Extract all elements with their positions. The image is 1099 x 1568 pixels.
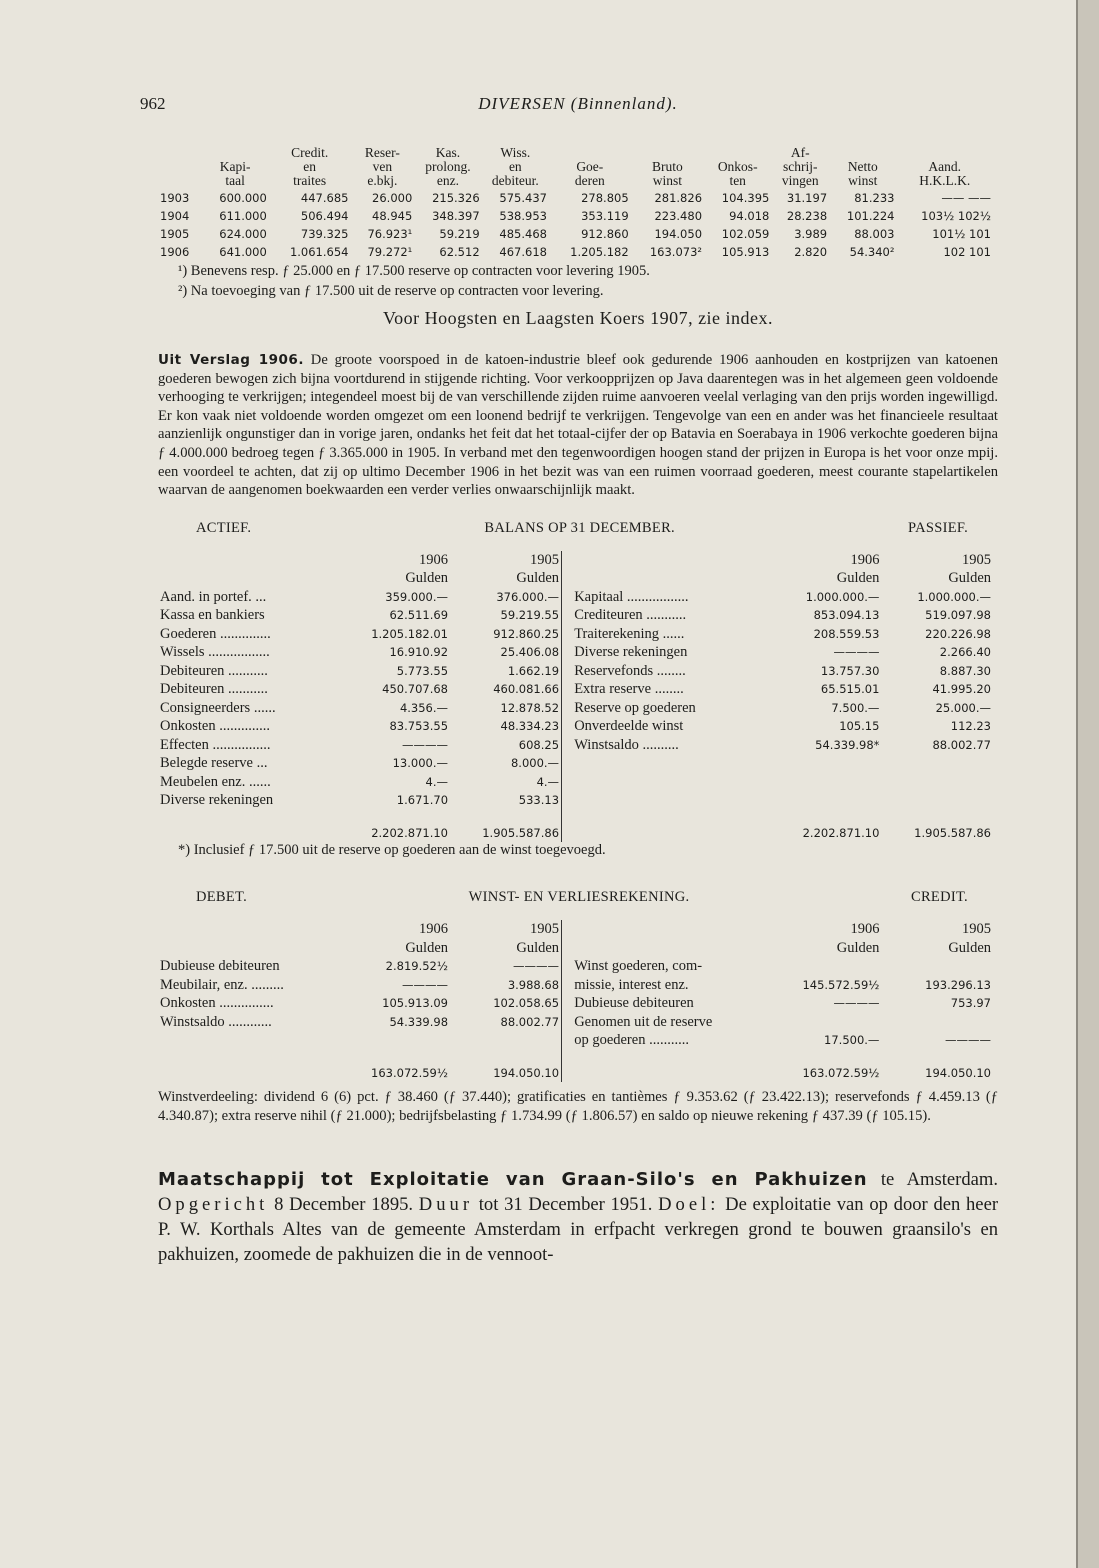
- balans-actief-value: 62.511.69: [389, 608, 449, 623]
- balans-passief-value: 519.097.98: [925, 608, 991, 623]
- stats-header-cell: Credit. en traites: [291, 145, 329, 188]
- balans-total: 2.202.871.10: [371, 825, 449, 840]
- winst-debet-value: 54.339.98: [389, 1014, 449, 1029]
- balans-year-b-right: 1905: [962, 551, 991, 568]
- balans-row: [158, 643, 993, 662]
- winst-center-title: WINST- EN VERLIESREKENING.: [468, 889, 690, 906]
- stats-value-cell: 88.003: [854, 227, 895, 241]
- stats-value-cell: 2.820: [794, 245, 828, 259]
- winst-credit-value: [881, 1013, 993, 1032]
- balans-passief-value: 208.559.53: [813, 626, 880, 641]
- empty-cell: [780, 791, 881, 810]
- stats-year-cell: 1906: [160, 245, 190, 259]
- balans-body: [158, 588, 993, 810]
- balans-total: 1.905.587.86: [482, 825, 560, 840]
- balans-unit-a: Gulden: [405, 570, 449, 587]
- column-divider: [562, 680, 573, 699]
- stats-header-cell: Onkos- ten: [717, 159, 758, 188]
- page-header: [140, 94, 998, 118]
- stats-header-cell: Af- schrij- vingen: [781, 145, 819, 188]
- winst-unit-a-right: Gulden: [836, 939, 880, 956]
- balans-actief-label: Diverse rekeningen: [160, 792, 274, 809]
- winst-debet-value: 102.058.65: [493, 996, 560, 1011]
- balans-actief-value: 8.000.—: [510, 756, 560, 771]
- column-divider: [562, 994, 573, 1013]
- stats-header-cell: Reser- ven e.bkj.: [364, 145, 400, 188]
- winst-credit-value: [881, 957, 993, 976]
- winst-debet-label: [158, 1031, 349, 1050]
- balans-actief-value: 4.—: [536, 774, 560, 789]
- stats-value-cell: 163.073²: [649, 245, 703, 259]
- winst-body: [158, 957, 993, 1050]
- balans-actief-value: 25.406.08: [500, 645, 560, 660]
- stats-value-cell: 28.238: [786, 209, 828, 223]
- winst-row: [158, 976, 993, 995]
- stats-row: [158, 224, 993, 242]
- winst-credit-value: [780, 1013, 881, 1032]
- balans-passief-value: 220.226.98: [925, 626, 991, 641]
- opgericht-label: Opgericht: [158, 1194, 269, 1216]
- stats-value-cell: 739.325: [300, 227, 349, 241]
- column-divider: [562, 791, 573, 810]
- balans-actief-value: 4.—: [425, 774, 449, 789]
- winst-debet-label: Winstsaldo ............: [160, 1013, 272, 1030]
- balans-passief-value: 25.000.—: [935, 700, 991, 715]
- winst-unit-row: [158, 939, 993, 958]
- balans-passief-value: ————: [833, 645, 880, 660]
- winst-total: 194.050.10: [493, 1065, 560, 1080]
- stats-row: [158, 206, 993, 224]
- balans-actief-label: Consigneerders ......: [160, 699, 276, 716]
- balans-actief-label: Goederen ..............: [160, 625, 271, 642]
- balans-passief-label: Extra reserve ........: [574, 681, 684, 698]
- winst-row: [158, 1013, 993, 1032]
- winst-debet-value: [450, 1031, 562, 1050]
- winst-total: 194.050.10: [925, 1065, 991, 1080]
- balans-row: [158, 680, 993, 699]
- winst-total: 163.072.59½: [371, 1065, 449, 1080]
- stats-value-cell: 102.059: [721, 227, 770, 241]
- balans-actief-value: 13.000.—: [392, 756, 449, 771]
- column-divider: [562, 717, 573, 736]
- balans-unit-row: [158, 569, 993, 588]
- balans-unit-b-right: Gulden: [948, 570, 991, 587]
- stats-table: [158, 146, 993, 260]
- column-divider: [562, 699, 573, 718]
- winst-unit-a: Gulden: [405, 939, 449, 956]
- balans-passief-value: 2.266.40: [939, 645, 991, 660]
- balans-passief-label: Kapitaal .................: [574, 588, 689, 605]
- empty-cell: [780, 754, 881, 773]
- stats-value-cell: 447.685: [300, 191, 349, 205]
- winst-credit-label: Dubieuse debiteuren: [574, 995, 694, 1012]
- stats-value-cell: 912.860: [581, 227, 629, 241]
- balans-row: [158, 699, 993, 718]
- balans-note: *) Inclusief ƒ 17.500 uit de reserve op goederen aan de winst toegevoegd.: [178, 842, 606, 859]
- stats-value-cell: 624.000: [219, 227, 267, 241]
- balans-actief-label: Wissels .................: [160, 644, 270, 661]
- stats-value-cell: 31.197: [786, 191, 828, 205]
- winst-heading: [158, 889, 998, 906]
- winst-credit-value: 17.500.—: [824, 1033, 880, 1048]
- doel-label: Doel:: [658, 1194, 720, 1216]
- balans-row: [158, 736, 993, 755]
- stats-value-cell: 278.805: [581, 191, 629, 205]
- balans-total: 2.202.871.10: [802, 825, 880, 840]
- balans-right-title: PASSIEF.: [908, 519, 968, 536]
- empty-cell: [572, 773, 780, 792]
- stats-value-cell: 94.018: [729, 209, 770, 223]
- stats-value-cell: 3.989: [794, 227, 828, 241]
- balans-actief-value: 48.334.23: [500, 719, 560, 734]
- balans-actief-value: 16.910.92: [389, 645, 449, 660]
- balans-actief-value: 4.356.—: [399, 700, 449, 715]
- balans-heading: [158, 520, 998, 537]
- balans-actief-value: 5.773.55: [396, 663, 449, 678]
- page-binding-edge: [1076, 0, 1099, 1568]
- winst-right-title: CREDIT.: [910, 889, 968, 906]
- stats-value-cell: 79.272¹: [367, 245, 413, 259]
- opgericht-date: 8 December 1895.: [274, 1194, 414, 1216]
- stats-value-cell: 102 101: [943, 245, 991, 259]
- balans-actief-label: Kassa en bankiers: [160, 607, 265, 624]
- empty-cell: [881, 791, 993, 810]
- winst-total: 163.072.59½: [802, 1065, 880, 1080]
- stats-value-cell: 194.050: [654, 227, 703, 241]
- balans-actief-value: 450.707.68: [382, 682, 449, 697]
- winst-debet-value: 88.002.77: [500, 1014, 560, 1029]
- balans-passief-value: 88.002.77: [932, 737, 991, 752]
- column-divider: [562, 1013, 573, 1032]
- balans-row: [158, 717, 993, 736]
- balans-totals-row: [158, 810, 993, 843]
- stats-value-cell: 1.061.654: [289, 245, 349, 259]
- winst-year-b: 1905: [530, 921, 560, 938]
- stats-year-cell: 1903: [160, 191, 190, 205]
- running-title: DIVERSEN (Binnenland).: [478, 94, 678, 113]
- winst-row: [158, 994, 993, 1013]
- balans-actief-label: Debiteuren ...........: [160, 662, 268, 679]
- stats-value-cell: 575.437: [499, 191, 547, 205]
- column-divider: [562, 736, 573, 755]
- stats-header-cell: Kapi- taal: [219, 159, 251, 188]
- winst-table: [158, 920, 993, 1082]
- column-divider: [562, 643, 573, 662]
- balans-row: [158, 625, 993, 644]
- maatschappij-loc: te Amsterdam.: [880, 1169, 998, 1191]
- koers-note: Voor Hoogsten en Laagsten Koers 1907, zie index.: [382, 308, 774, 328]
- doel-text: De exploitatie van op door den heer P. W. Korthals Altes van de gemeente Amsterdam in erfpacht verkregen grond te bouwen graansilo's en pakhuizen, zoomede de pakhuizen die in de vennoot-: [158, 1194, 999, 1266]
- balans-passief-value: 112.23: [950, 719, 991, 734]
- footnote-2: ²) Na toevoeging van ƒ 17.500 uit de reserve op contracten voor levering.: [178, 283, 604, 299]
- balans-passief-value: 105.15: [839, 719, 880, 734]
- footnote-1: ¹) Benevens resp. ƒ 25.000 en ƒ 17.500 reserve op contracten voor levering 1905.: [178, 263, 650, 279]
- stats-value-cell: 59.219: [439, 227, 480, 241]
- stats-value-cell: 215.326: [432, 191, 480, 205]
- winst-credit-value: ————: [833, 996, 880, 1011]
- stats-value-cell: 81.233: [854, 191, 895, 205]
- balans-row: [158, 754, 993, 773]
- stats-value-cell: 485.468: [499, 227, 547, 241]
- stats-header-cell: Wiss. en debiteur.: [491, 145, 539, 188]
- balans-passief-value: 41.995.20: [932, 682, 991, 697]
- balans-actief-label: Onkosten ..............: [160, 718, 270, 735]
- empty-cell: [572, 791, 780, 810]
- empty-cell: [780, 773, 881, 792]
- balans-actief-value: ————: [402, 737, 449, 752]
- balans-year-a: 1906: [419, 551, 449, 568]
- winst-credit-value: ————: [945, 1033, 991, 1048]
- stats-value-cell: 54.340²: [849, 245, 895, 259]
- stats-value-cell: 101.224: [846, 209, 895, 223]
- empty-cell: [881, 754, 993, 773]
- balans-passief-value: 1.000.000.—: [917, 589, 991, 604]
- winst-row: [158, 957, 993, 976]
- balans-passief-label: Reserve op goederen: [574, 699, 696, 716]
- balans-passief-label: Traiterekening ......: [574, 625, 685, 642]
- stats-header-cell: Kas. prolong. enz.: [425, 145, 471, 188]
- stats-value-cell: 26.000: [372, 191, 413, 205]
- column-divider: [562, 625, 573, 644]
- balans-actief-value: 376.000.—: [496, 589, 560, 604]
- verslag-lead: Uit Verslag 1906.: [158, 352, 304, 368]
- balans-left-title: ACTIEF.: [196, 519, 252, 536]
- winst-year-row: [158, 920, 993, 939]
- balans-table: [158, 551, 993, 843]
- stats-value-cell: 48.945: [372, 209, 413, 223]
- balans-passief-value: 7.500.—: [831, 700, 880, 715]
- maatschappij-name: Maatschappij tot Exploitatie van Graan-Silo's en Pakhuizen: [158, 1169, 868, 1191]
- winst-credit-label: missie, interest enz.: [574, 976, 689, 993]
- winst-credit-value: 193.296.13: [925, 977, 991, 992]
- stats-value-cell: 76.923¹: [367, 227, 413, 241]
- stats-value-cell: 348.397: [432, 209, 480, 223]
- balans-passief-label: Onverdeelde winst: [574, 718, 684, 735]
- stats-value-cell: 611.000: [219, 209, 267, 223]
- stats-header-cell: Netto winst: [847, 159, 878, 188]
- balans-actief-value: 59.219.55: [500, 608, 560, 623]
- stats-header-cell: Aand. H.K.L.K.: [919, 159, 971, 188]
- empty-cell: [881, 773, 993, 792]
- balans-actief-label: Aand. in portef. ...: [160, 588, 267, 605]
- winst-unit-b: Gulden: [516, 939, 560, 956]
- balans-passief-value: 853.094.13: [813, 608, 880, 623]
- balans-row: [158, 662, 993, 681]
- column-divider: [562, 976, 573, 995]
- winst-unit-b-right: Gulden: [948, 939, 991, 956]
- stats-header-cell: Goe- deren: [574, 159, 605, 188]
- balans-row: [158, 606, 993, 625]
- winst-debet-label: Onkosten ...............: [160, 995, 274, 1012]
- winst-totals-row: [158, 1050, 993, 1083]
- balans-passief-value: 8.887.30: [939, 663, 991, 678]
- balans-total: 1.905.587.86: [914, 825, 991, 840]
- winst-debet-label: Dubieuse debiteuren: [160, 958, 280, 975]
- balans-actief-value: 359.000.—: [385, 589, 449, 604]
- stats-value-cell: 101½ 101: [932, 227, 991, 241]
- balans-center-title: BALANS OP 31 DECEMBER.: [484, 519, 675, 536]
- balans-passief-label: Crediteuren ...........: [574, 607, 687, 624]
- balans-actief-label: Debiteuren ...........: [160, 681, 268, 698]
- winst-debet-value: 3.988.68: [507, 977, 560, 992]
- winst-debet-value: ————: [402, 977, 449, 992]
- winst-credit-label: Winst goederen, com-: [574, 958, 703, 975]
- balans-row: [158, 791, 993, 810]
- stats-row: [158, 242, 993, 260]
- balans-actief-value: 608.25: [518, 737, 560, 752]
- winst-credit-value: [780, 957, 881, 976]
- maatschappij-paragraph: [158, 1167, 998, 1267]
- balans-actief-label: Belegde reserve ...: [160, 755, 268, 772]
- balans-actief-value: 533.13: [518, 793, 560, 808]
- stats-value-cell: 62.512: [439, 245, 480, 259]
- stats-value-cell: 467.618: [499, 245, 547, 259]
- winst-debet-value: [349, 1031, 450, 1050]
- winst-debet-value: 2.819.52½: [385, 959, 449, 974]
- stats-value-cell: 1.205.182: [570, 245, 629, 259]
- winst-credit-value: 753.97: [950, 996, 991, 1011]
- balans-year-a-right: 1906: [850, 551, 880, 568]
- column-divider: [562, 588, 573, 607]
- balans-passief-value: 65.515.01: [820, 682, 880, 697]
- winst-debet-label: Meubilair, enz. .........: [160, 976, 284, 993]
- winst-credit-label: Genomen uit de reserve: [574, 1013, 713, 1030]
- stats-body: [158, 188, 993, 260]
- balans-actief-value: 1.671.70: [396, 793, 449, 808]
- balans-passief-label: Diverse rekeningen: [574, 644, 688, 661]
- duur-label: Duur: [418, 1194, 474, 1216]
- stats-year-cell: 1904: [160, 209, 190, 223]
- balans-year-row: [158, 551, 993, 570]
- winst-year-a: 1906: [419, 921, 449, 938]
- balans-actief-label: Effecten ................: [160, 736, 271, 753]
- balans-actief-value: 460.081.66: [493, 682, 560, 697]
- balans-unit-b: Gulden: [516, 570, 560, 587]
- stats-header-row: [158, 146, 993, 188]
- stats-value-cell: 223.480: [654, 209, 703, 223]
- balans-actief-value: 12.878.52: [500, 700, 560, 715]
- stats-row: [158, 188, 993, 206]
- winst-year-a-right: 1906: [850, 921, 880, 938]
- balans-passief-value: 54.339.98*: [815, 737, 880, 752]
- stats-header-cell: Bruto winst: [651, 159, 683, 188]
- balans-passief-label: Reservefonds ........: [574, 662, 686, 679]
- empty-cell: [572, 754, 780, 773]
- stats-value-cell: 641.000: [219, 245, 267, 259]
- stats-value-cell: 353.119: [581, 209, 629, 223]
- winst-debet-value: ————: [513, 959, 560, 974]
- stats-value-cell: 506.494: [300, 209, 349, 223]
- column-divider: [562, 606, 573, 625]
- balans-unit-a-right: Gulden: [836, 570, 880, 587]
- stats-value-cell: 105.913: [721, 245, 770, 259]
- winst-credit-label: op goederen ...........: [574, 1032, 689, 1049]
- page-content: [140, 94, 999, 1286]
- verslag-paragraph: [158, 351, 998, 500]
- duur-text: tot 31 December 1951.: [478, 1194, 653, 1216]
- stats-header-cell: [158, 146, 201, 188]
- verslag-text: De groote voorspoed in de katoen-industrie bleef ook gedurende 1906 aanhouden en kostprijzen van katoenen goederen bewogen zich bijna voortdurend in stijgende richting. Voor verkoopprijzen op Java daarentegen was in het algemeen geen voldoende verhooging te verkrijgen; integendeel moest bij de van verschillende zijden ruime aanvoeren veelal verlaging van den prijs worden ingewilligd. Er kon vaak niet voldoende worden omgezet om een loonend bedrijf te verkrijgen. Tengevolge van een en ander was het financieele resultaat aanzienlijk ongunstiger dan in vorige jaren, ondanks het feit dat het totaal-cijfer der op Batavia en Soerabaya in 1906 verkochte goederen bijna ƒ 4.000.000 bedroeg tegen ƒ 3.365.000 in 1905. In verband met den tegenwoordigen hoogen stand der prijzen in Europa is het voor onze mpij. een voordeel te achten, dat zij op ultimo December 1906 in het bezit was van een ruimen voorraad goederen, meest courante stapelartikelen waarvan de aangenomen boekwaarden een verder verlies onwaarschijnlijk maakt.: [158, 352, 998, 499]
- balans-passief-value: 13.757.30: [820, 663, 880, 678]
- stats-value-cell: 281.826: [654, 191, 703, 205]
- balans-row: [158, 588, 993, 607]
- balans-actief-label: Meubelen enz. ......: [160, 773, 271, 790]
- winst-debet-value: 105.913.09: [382, 996, 449, 1011]
- stats-value-cell: 600.000: [219, 191, 267, 205]
- page-number: 962: [140, 94, 166, 113]
- balans-actief-value: 83.753.55: [389, 719, 449, 734]
- winst-left-title: DEBET.: [196, 889, 248, 906]
- winst-row: [158, 1031, 993, 1050]
- column-divider: [562, 1031, 573, 1050]
- column-divider: [562, 662, 573, 681]
- column-divider: [562, 773, 573, 792]
- balans-actief-value: 912.860.25: [493, 626, 560, 641]
- stats-value-cell: 538.953: [499, 209, 547, 223]
- balans-actief-value: 1.205.182.01: [371, 626, 449, 641]
- winst-credit-value: 145.572.59½: [802, 977, 880, 992]
- winstverdeeling-paragraph: Winstverdeeling: dividend 6 (6) pct. ƒ 38.460 (ƒ 37.440); gratificaties en tantièmes ƒ 9.353.62 (ƒ 23.422.13); reservefonds ƒ 4.459.13 (ƒ 4.340.87); extra reserve nihil (ƒ 21.000); bedrijfsbelasting ƒ 1.734.99 (ƒ 1.806.57) en saldo op nieuwe rekening ƒ 437.39 (ƒ 105.15).: [158, 1089, 998, 1124]
- balans-year-b: 1905: [530, 551, 560, 568]
- balans-passief-value: 1.000.000.—: [805, 589, 880, 604]
- balans-passief-label: Winstsaldo ..........: [574, 736, 679, 753]
- column-divider: [562, 957, 573, 976]
- column-divider: [562, 754, 573, 773]
- stats-value-cell: 104.395: [721, 191, 770, 205]
- balans-row: [158, 773, 993, 792]
- balans-actief-value: 1.662.19: [507, 663, 560, 678]
- stats-value-cell: —— ——: [941, 191, 991, 205]
- winst-year-b-right: 1905: [962, 921, 991, 938]
- stats-value-cell: 103½ 102½: [921, 209, 991, 223]
- stats-year-cell: 1905: [160, 227, 190, 241]
